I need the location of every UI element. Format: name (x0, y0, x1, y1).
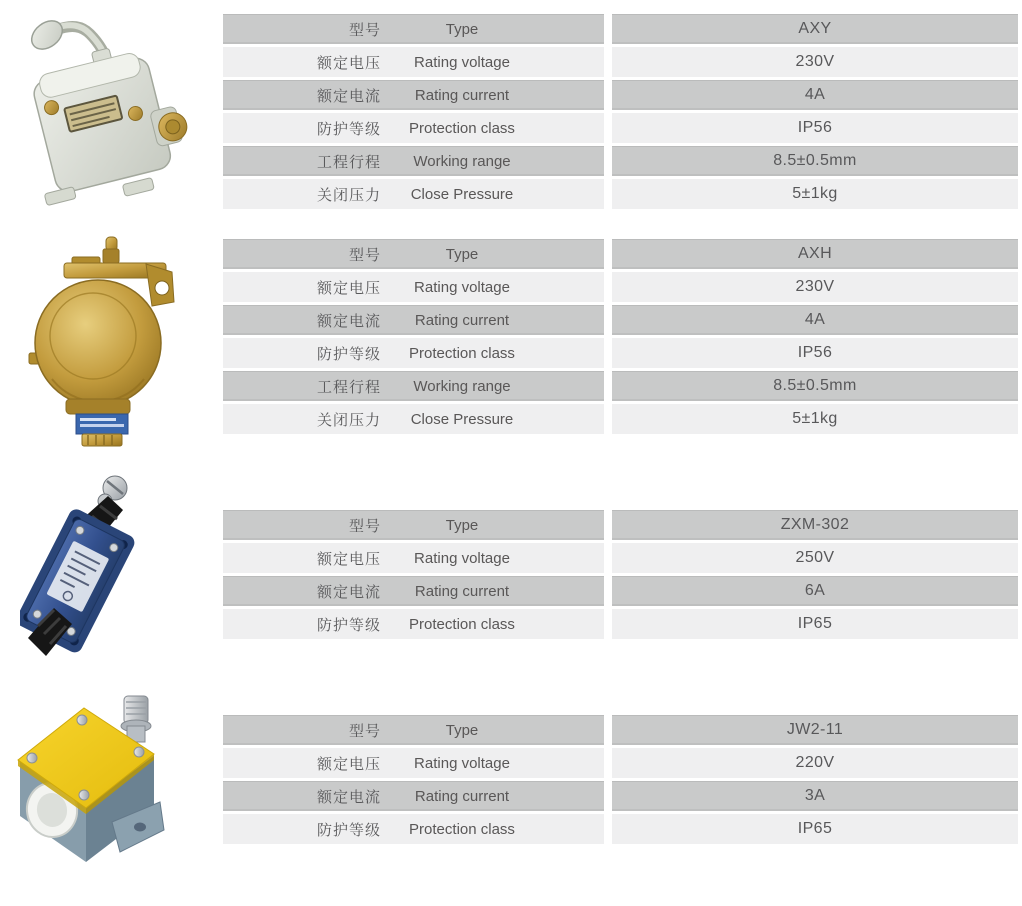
spec-row (223, 510, 1018, 540)
spec-table-axy (223, 14, 1018, 212)
spec-value: 4A (612, 80, 1018, 110)
spec-row (223, 576, 1018, 606)
spec-label-cn: 额定电流 (316, 87, 381, 105)
spec-label-en: Rating voltage (414, 549, 510, 567)
spec-label-cell (223, 113, 604, 143)
spec-row (223, 113, 1018, 143)
spec-value: IP65 (612, 609, 1018, 639)
spec-label-en: Rating current (414, 787, 510, 805)
spec-value: JW2-11 (612, 715, 1018, 745)
spec-label-cell (223, 371, 604, 401)
spec-row (223, 404, 1018, 434)
spec-label-cn: 额定电流 (316, 312, 381, 330)
spec-row (223, 179, 1018, 209)
spec-value: 5±1kg (612, 179, 1018, 209)
spec-value: IP56 (612, 338, 1018, 368)
spec-label-cn: 型号 (348, 246, 381, 264)
spec-row (223, 305, 1018, 335)
spec-row (223, 371, 1018, 401)
brass-dome-switch-illustration (14, 234, 206, 448)
spec-label-cn: 型号 (348, 21, 381, 39)
spec-label-en: Rating voltage (414, 53, 510, 71)
spec-label-cell (223, 609, 604, 639)
spec-row (223, 814, 1018, 844)
spec-label-en: Working range (413, 377, 511, 395)
spec-value: 8.5±0.5mm (612, 146, 1018, 176)
spec-value: 3A (612, 781, 1018, 811)
spec-table-jw211 (223, 715, 1018, 847)
spec-label-en: Working range (413, 152, 511, 170)
spec-label-cn: 关闭压力 (316, 411, 381, 429)
spec-label-cn: 额定电压 (316, 279, 381, 297)
spec-label-cell (223, 404, 604, 434)
spec-value: 8.5±0.5mm (612, 371, 1018, 401)
spec-label-cn: 工程行程 (316, 378, 381, 396)
spec-label-cell (223, 47, 604, 77)
spec-label-cell (223, 748, 604, 778)
spec-label-en: Rating current (414, 311, 510, 329)
spec-label-cn: 额定电压 (316, 54, 381, 72)
spec-label-en: Rating current (414, 582, 510, 600)
spec-label-cell (223, 80, 604, 110)
spec-label-cell (223, 179, 604, 209)
spec-label-cn: 额定电流 (316, 788, 381, 806)
spec-value: IP65 (612, 814, 1018, 844)
spec-label-cell (223, 543, 604, 573)
spec-value: 6A (612, 576, 1018, 606)
spec-value: 4A (612, 305, 1018, 335)
spec-label-en: Rating current (414, 86, 510, 104)
spec-label-cn: 型号 (348, 722, 381, 740)
spec-row (223, 781, 1018, 811)
spec-value: 230V (612, 272, 1018, 302)
spec-label-en: Type (445, 516, 479, 534)
spec-row (223, 47, 1018, 77)
product-photo-jw211 (8, 690, 174, 868)
spec-row (223, 272, 1018, 302)
spec-value: 220V (612, 748, 1018, 778)
spec-label-en: Type (445, 721, 479, 739)
spec-value: AXY (612, 14, 1018, 44)
spec-label-cn: 额定电压 (316, 550, 381, 568)
spec-label-cell (223, 814, 604, 844)
spec-label-cell (223, 781, 604, 811)
spec-label-cn: 防护等级 (316, 821, 381, 839)
product-photo-zxm302 (20, 458, 142, 660)
spec-label-cn: 额定电流 (316, 583, 381, 601)
spec-value: IP56 (612, 113, 1018, 143)
plunger-limit-switch-illustration (8, 690, 174, 868)
spec-label-en: Rating voltage (414, 278, 510, 296)
spec-row (223, 338, 1018, 368)
spec-row (223, 715, 1018, 745)
spec-row (223, 748, 1018, 778)
spec-label-cell (223, 715, 604, 745)
spec-row (223, 609, 1018, 639)
spec-row (223, 239, 1018, 269)
spec-value: 5±1kg (612, 404, 1018, 434)
spec-label-cell (223, 338, 604, 368)
spec-label-en: Rating voltage (414, 754, 510, 772)
spec-label-cn: 防护等级 (316, 616, 381, 634)
spec-label-cn: 防护等级 (316, 345, 381, 363)
spec-label-en: Close Pressure (410, 410, 514, 428)
spec-label-cell (223, 14, 604, 44)
spec-label-cn: 额定电压 (316, 755, 381, 773)
spec-label-en: Close Pressure (410, 185, 514, 203)
spec-label-cell (223, 305, 604, 335)
spec-label-cn: 防护等级 (316, 120, 381, 138)
spec-value: AXH (612, 239, 1018, 269)
spec-label-en: Protection class (409, 119, 515, 137)
spec-table-zxm302 (223, 510, 1018, 642)
spec-row (223, 80, 1018, 110)
spec-label-cell (223, 272, 604, 302)
spec-row (223, 146, 1018, 176)
product-photo-axy (14, 6, 206, 206)
spec-label-cn: 关闭压力 (316, 186, 381, 204)
roller-plunger-limit-switch-illustration (20, 458, 142, 660)
spec-label-cn: 型号 (348, 517, 381, 535)
product-photo-axh (14, 234, 206, 448)
spec-label-cell (223, 510, 604, 540)
spec-label-cell (223, 146, 604, 176)
spec-label-en: Protection class (409, 344, 515, 362)
spec-label-en: Protection class (409, 615, 515, 633)
spec-value: 230V (612, 47, 1018, 77)
spec-value: 250V (612, 543, 1018, 573)
spec-table-axh (223, 239, 1018, 437)
spec-row (223, 543, 1018, 573)
spec-label-cell (223, 239, 604, 269)
spec-label-cn: 工程行程 (316, 153, 381, 171)
spec-label-cell (223, 576, 604, 606)
spec-label-en: Type (445, 245, 479, 263)
spec-label-en: Type (445, 20, 479, 38)
spec-label-en: Protection class (409, 820, 515, 838)
spec-value: ZXM-302 (612, 510, 1018, 540)
lever-arm-switch-illustration (14, 6, 206, 206)
spec-row (223, 14, 1018, 44)
